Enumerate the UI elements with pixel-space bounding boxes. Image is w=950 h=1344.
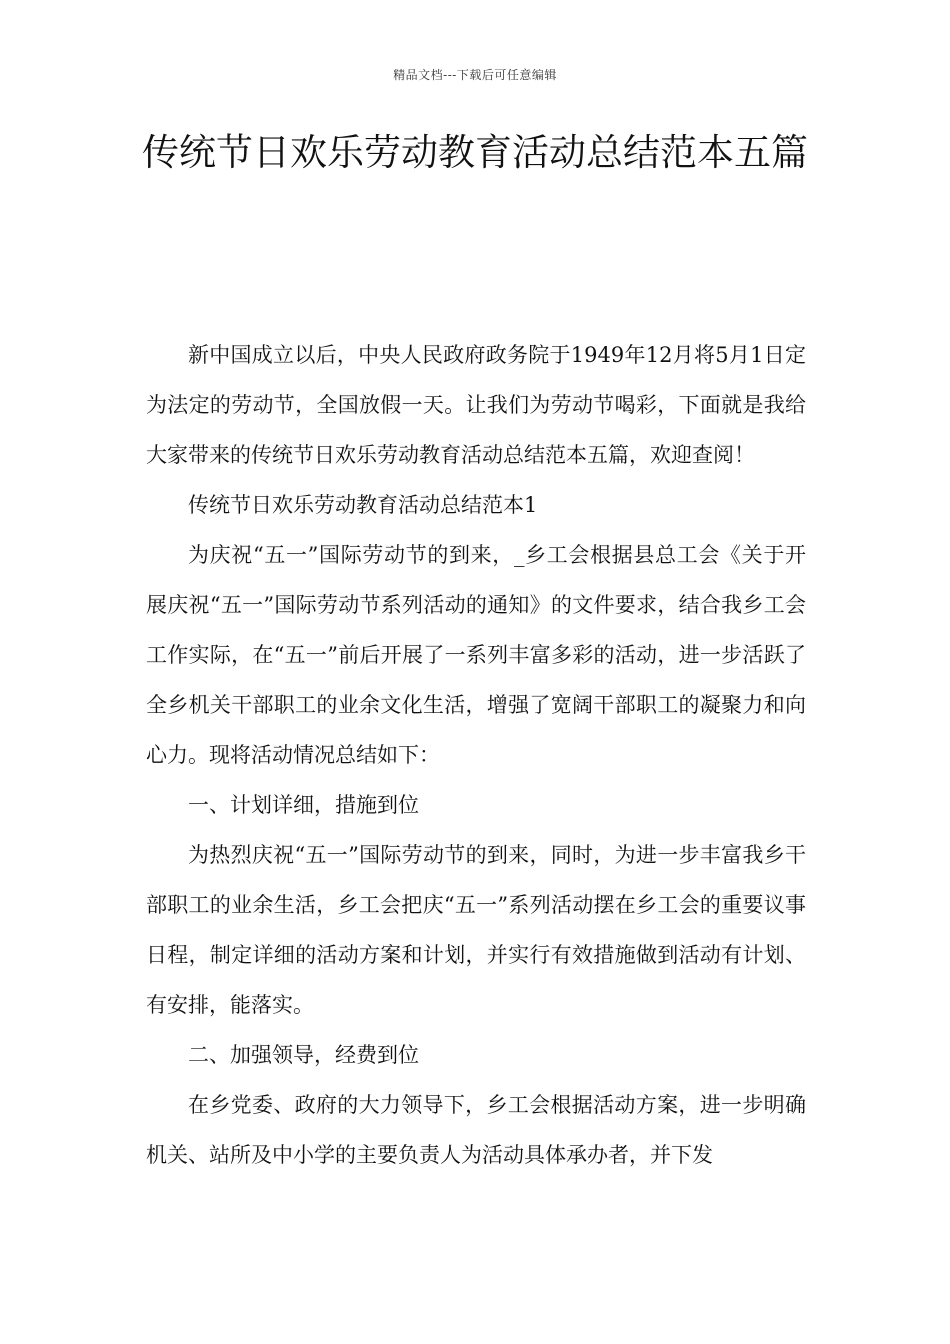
subsection-heading-2: 二、加强领导，经费到位 bbox=[188, 1043, 419, 1067]
body-paragraph: 为庆祝“五一”国际劳动节的到来，_乡工会根据县总工会《关于开展庆祝“五一”国际劳动节系列活动的通知》的文件要求，结合我乡工会工作实际，在“五一”前后开展了一系列丰富多彩的活动，进一步活跃了全乡机关干部职工的业余文化生活，增强了宽阔干部职工的凝聚力和向心力。现将活动情况总结如下： bbox=[146, 543, 806, 767]
document-title: 传统节日欢乐劳动教育活动总结范本五篇 bbox=[142, 131, 808, 174]
header-note: 精品文档---下载后可任意编辑 bbox=[393, 68, 557, 82]
body-paragraph: 在乡党委、政府的大力领导下，乡工会根据活动方案，进一步明确机关、站所及中小学的主要负责人为活动具体承办者，并下发 bbox=[146, 1093, 806, 1167]
body-paragraph: 为热烈庆祝“五一”国际劳动节的到来，同时，为进一步丰富我乡干部职工的业余生活，乡工会把庆“五一”系列活动摆在乡工会的重要议事日程，制定详细的活动方案和计划，并实行有效措施做到活动有计划、有安排，能落实。 bbox=[146, 843, 806, 1017]
intro-paragraph: 新中国成立以后，中央人民政府政务院于1949年12月将5月1日定为法定的劳动节，全国放假一天。让我们为劳动节喝彩，下面就是我给大家带来的传统节日欢乐劳动教育活动总结范本五篇，欢迎查阅！ bbox=[146, 343, 806, 467]
document-body bbox=[146, 330, 806, 1180]
section-title-1: 传统节日欢乐劳动教育活动总结范本1 bbox=[188, 493, 538, 517]
subsection-heading-1: 一、计划详细，措施到位 bbox=[188, 793, 419, 817]
